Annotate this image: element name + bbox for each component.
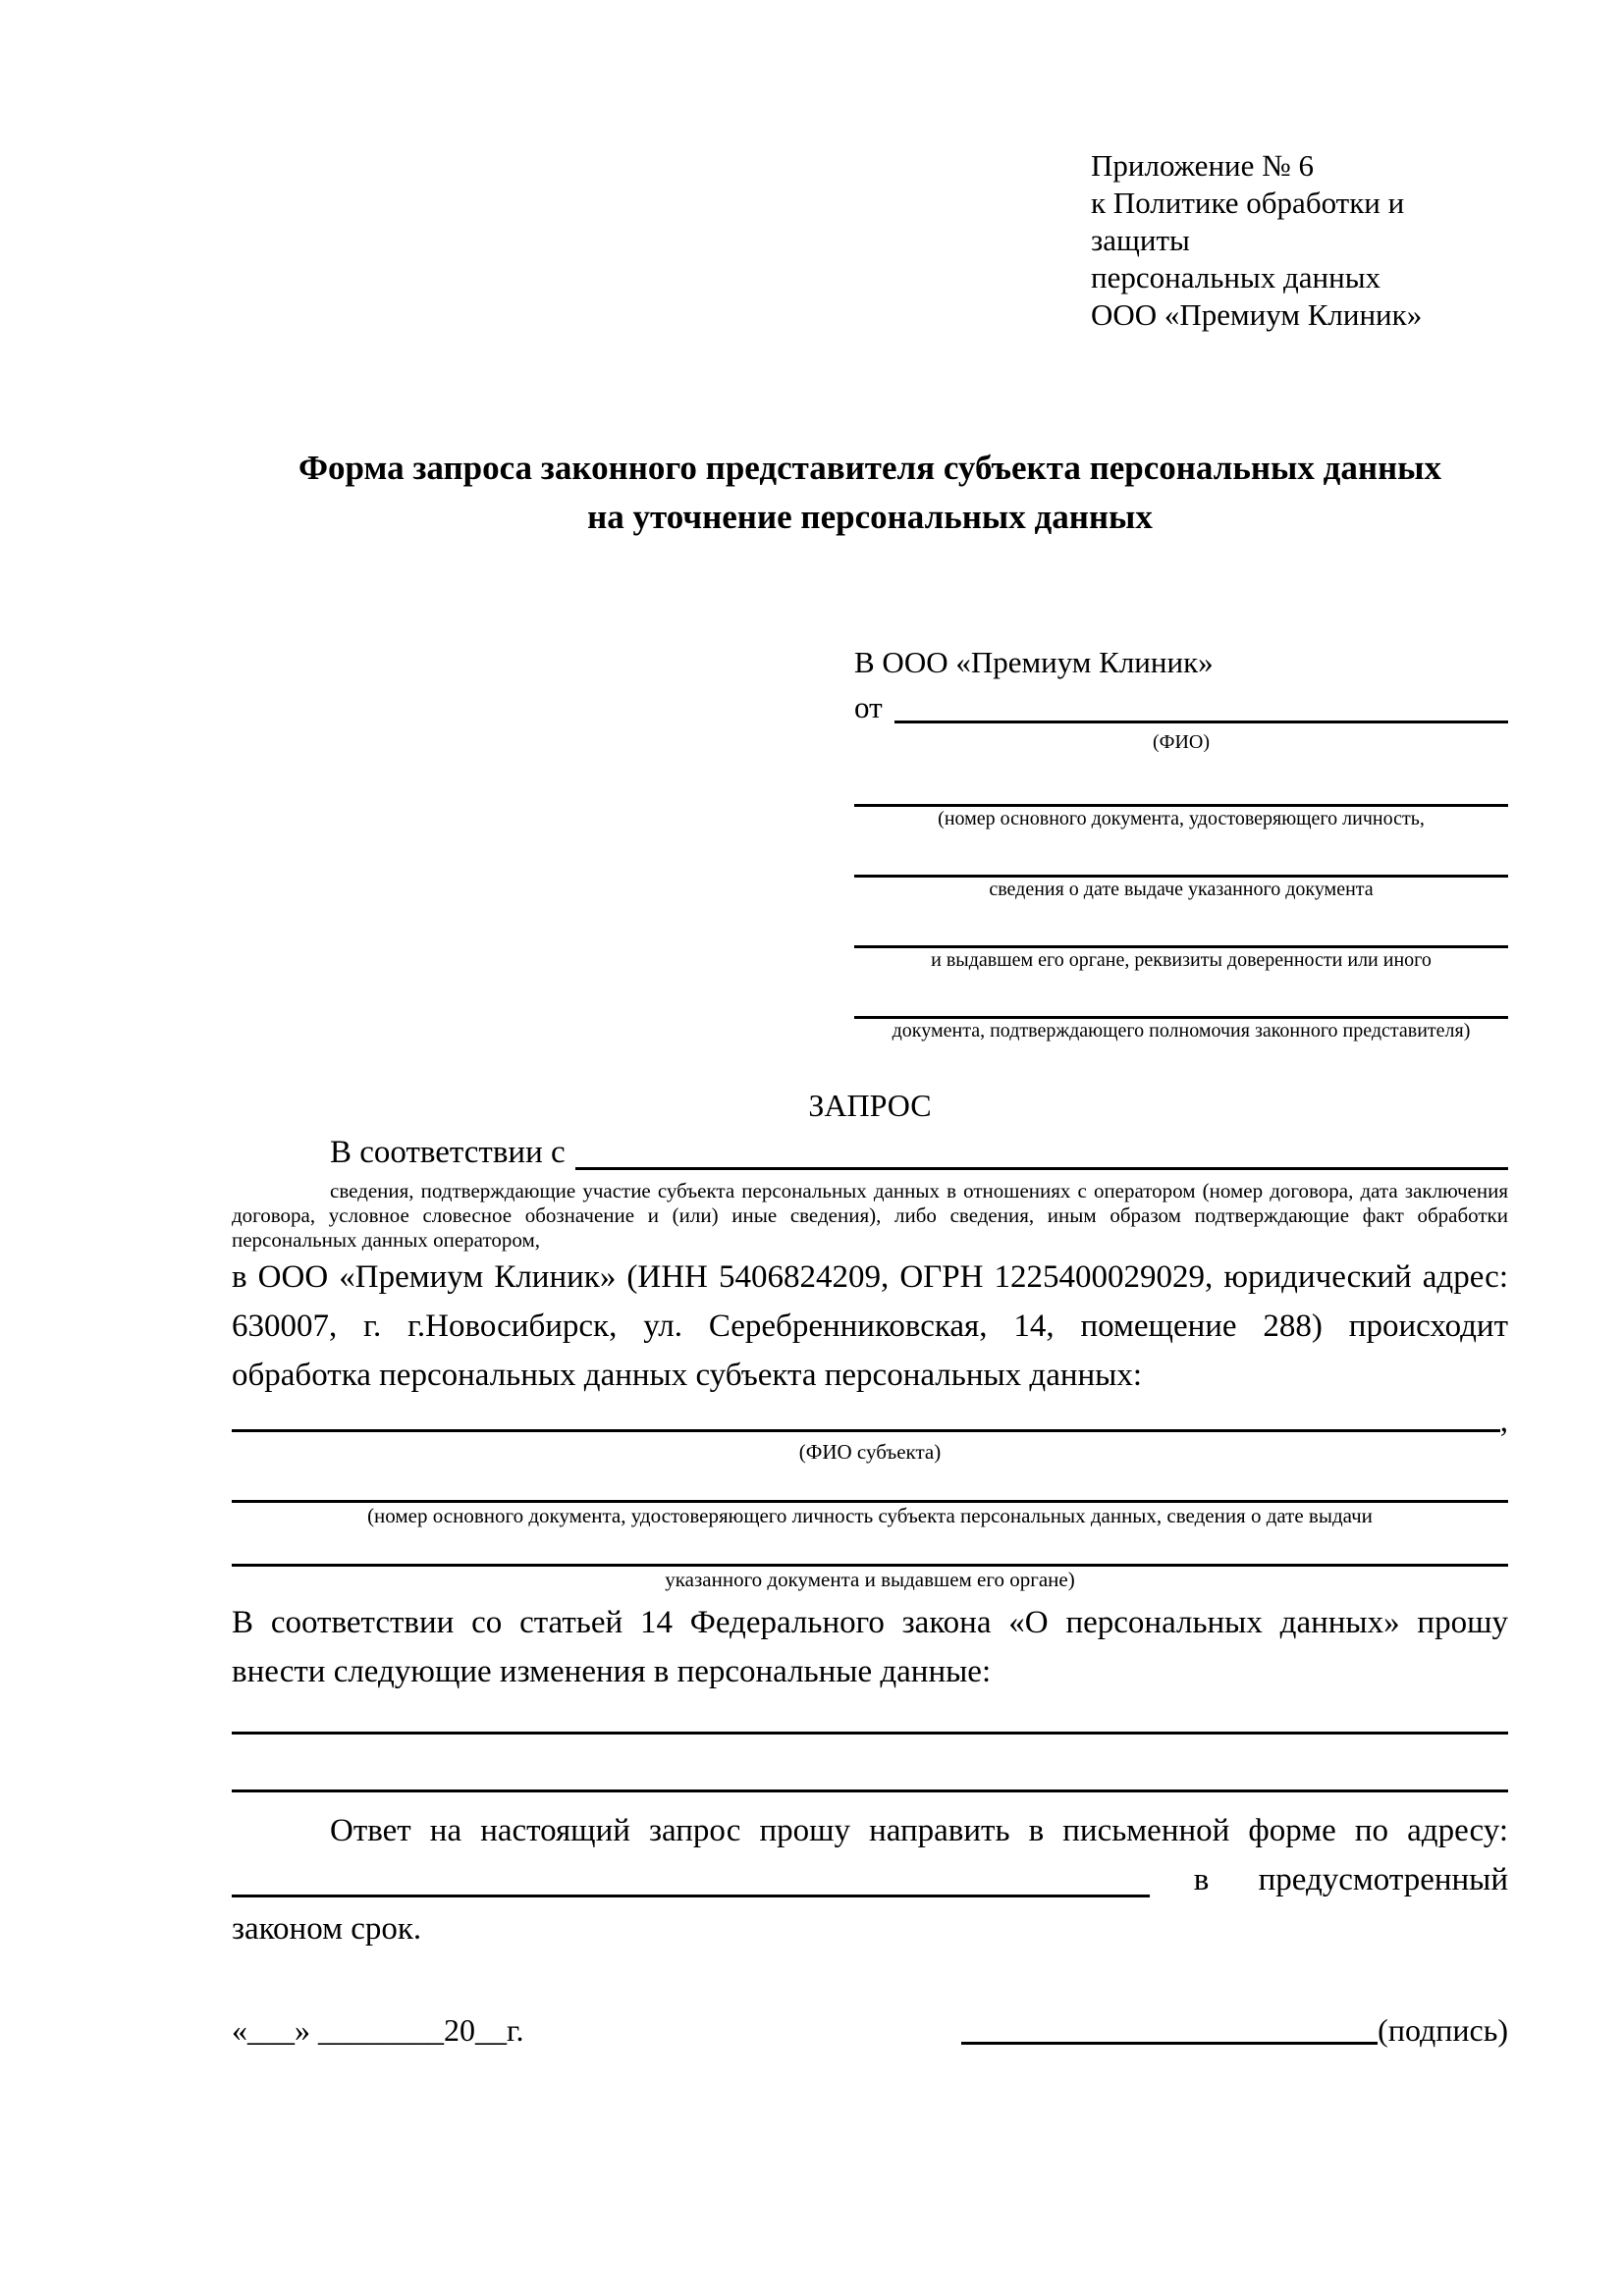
reply-intro: Ответ на настоящий запрос прошу направить в письменной форме по адресу: bbox=[330, 1813, 1508, 1848]
reply-address-row bbox=[232, 1855, 1508, 1904]
representative-document-blank-4[interactable] bbox=[854, 973, 1508, 1019]
addressee-organization: В ООО «Премиум Клиник» bbox=[854, 645, 1214, 679]
relation-basis-blank[interactable] bbox=[575, 1167, 1508, 1170]
subject-document-caption-2: указанного документа и выдавшем его органе) bbox=[665, 1568, 1075, 1591]
addressee-block bbox=[854, 640, 1508, 1043]
law-paragraph: В соответствии со статьей 14 Федерального закона «О персональных данных» прошу внести следующие изменения в персональные данные: bbox=[232, 1605, 1508, 1689]
intro-label: В соответствии с bbox=[330, 1135, 566, 1170]
appendix-header bbox=[1091, 147, 1508, 334]
representative-name-blank[interactable] bbox=[894, 721, 1508, 723]
appendix-line-1: Приложение № 6 bbox=[1091, 148, 1314, 183]
subject-fio-row bbox=[232, 1400, 1508, 1439]
request-heading: ЗАПРОС bbox=[808, 1088, 932, 1123]
subject-fio-blank[interactable] bbox=[232, 1429, 1500, 1432]
field-caption-4: документа, подтверждающего полномочия законного представителя) bbox=[892, 1020, 1471, 1041]
changes-blank-line-1[interactable] bbox=[232, 1696, 1508, 1735]
signature-blank[interactable] bbox=[961, 2042, 1378, 2045]
form-title-line-1: Форма запроса законного представителя субъекта персональных данных bbox=[298, 449, 1441, 487]
date-blank[interactable]: «___» ________20__г. bbox=[232, 2012, 524, 2048]
signature-caption: (подпись) bbox=[1378, 2012, 1508, 2048]
reply-address-blank[interactable] bbox=[232, 1895, 1150, 1897]
field-caption-3: и выдавшем его органе, реквизиты доверенности или иного bbox=[931, 949, 1432, 971]
representative-document-blank-2[interactable] bbox=[854, 831, 1508, 878]
subject-fio-caption: (ФИО субъекта) bbox=[798, 1440, 942, 1464]
subject-document-caption-1: (номер основного документа, удостоверяющего личность субъекта персональных данных, сведения о дате выдачи bbox=[367, 1504, 1373, 1527]
representative-document-blank-1[interactable] bbox=[854, 755, 1508, 807]
signature-group bbox=[961, 2008, 1508, 2052]
addressee-from-row bbox=[854, 685, 1508, 730]
appendix-line-3: персональных данных bbox=[1091, 260, 1381, 294]
subject-document-blank-1[interactable] bbox=[232, 1465, 1508, 1503]
subject-line-suffix: , bbox=[1499, 1404, 1508, 1439]
field-caption-2: сведения о дате выдаче указанного документа bbox=[989, 879, 1374, 900]
appendix-line-2: к Политике обработки и защиты bbox=[1091, 186, 1405, 257]
reply-tail: в предусмотренный bbox=[1193, 1862, 1508, 1897]
fio-caption: (ФИО) bbox=[1152, 731, 1210, 753]
subject-document-blank-2[interactable] bbox=[232, 1528, 1508, 1567]
form-title-line-2: на уточнение персональных данных bbox=[587, 498, 1153, 536]
reply-end: законом срок. bbox=[232, 1911, 422, 1947]
operator-paragraph: в ООО «Премиум Клиник» (ИНН 5406824209, ОГРН 1225400029029, юридический адрес: 630007, г. г.Новосибирск, ул. Серебренниковская, 14, помещение 288) происходит обработка персональных данных субъекта персональных данных: bbox=[232, 1259, 1508, 1393]
form-title bbox=[232, 444, 1508, 542]
field-caption-1: (номер основного документа, удостоверяющего личность, bbox=[938, 808, 1425, 829]
changes-blank-line-2[interactable] bbox=[232, 1735, 1508, 1792]
request-intro-row bbox=[232, 1128, 1508, 1177]
from-label: от bbox=[854, 690, 883, 724]
relation-basis-note: сведения, подтверждающие участие субъекта персональных данных в отношениях с оператором (номер договора, дата заключения договора, условное словесное обозначение и (или) иные сведения), либо сведения, иным образом подтверждающие факт обработки персональных данных оператором, bbox=[232, 1179, 1508, 1252]
date-signature-row bbox=[232, 2008, 1508, 2052]
representative-document-blank-3[interactable] bbox=[854, 902, 1508, 948]
appendix-line-4: ООО «Премиум Клиник» bbox=[1091, 297, 1423, 332]
